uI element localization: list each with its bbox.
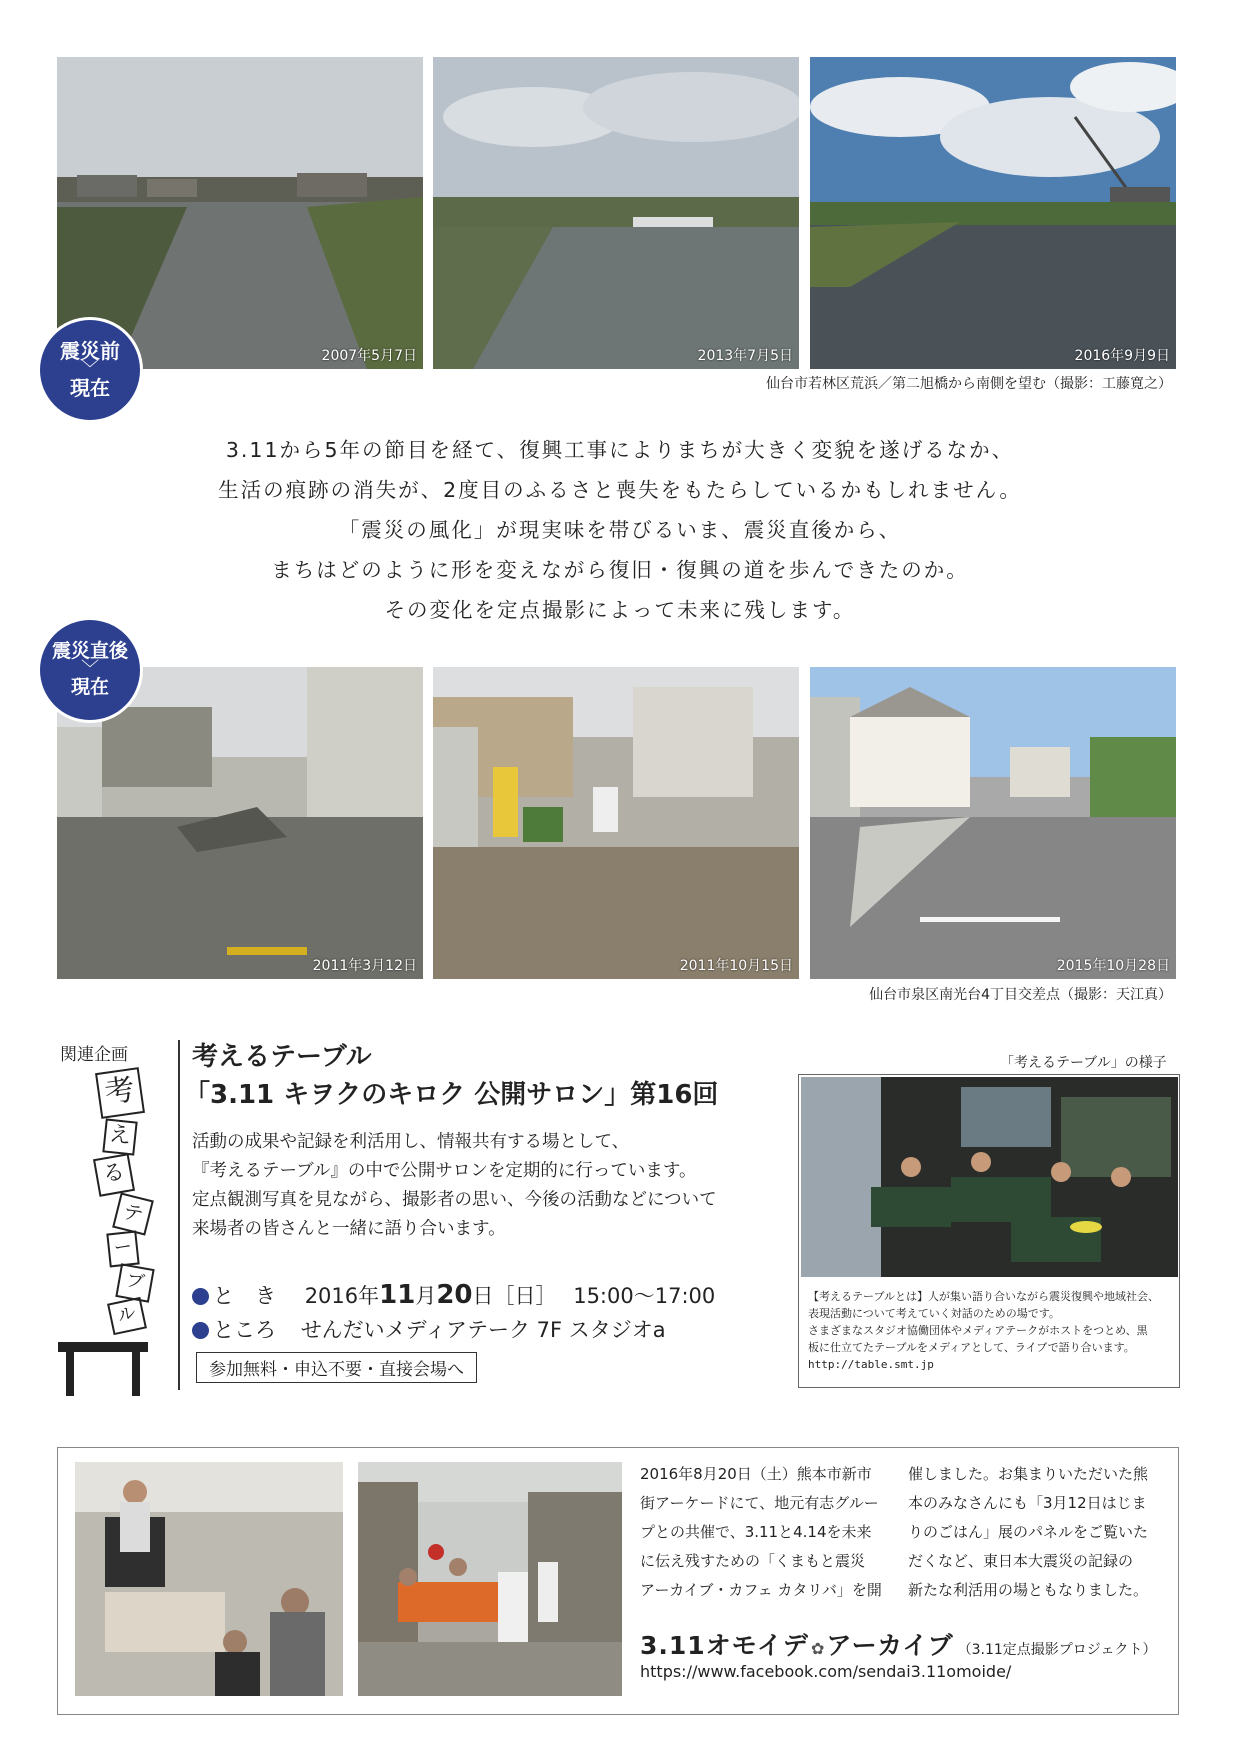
street-photo-2015 [810, 667, 1176, 979]
free-admission-box: 参加無料・申込不要・直接会場へ [196, 1352, 477, 1383]
photo-date: 2011年10月15日 [679, 958, 793, 974]
photo-date: 2013年7月5日 [697, 348, 793, 364]
when-year: 2016年 [304, 1284, 380, 1308]
kumamoto-line: に伝え残すための「くまもと震災 [640, 1552, 866, 1570]
chevron-down-icon: ﹀ [81, 658, 99, 680]
table-photo-caption: 「考えるテーブル」の様子 [1000, 1055, 1167, 1071]
photo-date: 2007年5月7日 [321, 348, 417, 364]
logo-table-leg [132, 1352, 140, 1396]
when-label: と き [213, 1284, 276, 1308]
event-title: 考えるテーブル [192, 1042, 372, 1072]
kumamoto-line: 新たな利活用の場ともなりました。 [908, 1581, 1149, 1599]
river-photo-2013 [433, 57, 799, 369]
info-line: さまざまなスタジオ協働団体やメディアテークがホストをつとめ、黒 [808, 1324, 1148, 1337]
intro-line: まちはどのように形を変えながら復旧・復興の道を歩んできたのか。 [271, 558, 969, 582]
table-info-text [808, 1288, 1159, 1373]
river-photo-2007 [57, 57, 423, 369]
bullet-icon [192, 1322, 209, 1339]
when-day: 20 [436, 1280, 473, 1310]
badge-line2: 現在 [70, 376, 110, 401]
kumamoto-photo-1 [75, 1462, 343, 1696]
brand-left: 3.11オモイデ [640, 1631, 809, 1660]
intro-line: 「震災の風化」が現実味を帯びるいま、震災直後から、 [338, 518, 902, 542]
intro-line: 生活の痕跡の消失が、2度目のふるさと喪失をもたらしているかもしれません。 [218, 478, 1022, 502]
logo-table-top [58, 1342, 148, 1352]
info-url: http://table.smt.jp [808, 1358, 934, 1371]
badge-line1: 震災前 [60, 338, 120, 363]
badge-after-now [40, 620, 140, 720]
related-label: 関連企画 [60, 1045, 128, 1065]
brand-right: アーカイブ [826, 1631, 954, 1660]
logo-char: る [93, 1153, 135, 1197]
kumamoto-text-col1 [640, 1460, 882, 1605]
event-description [192, 1128, 717, 1244]
where-value: せんだいメディアテーク 7F スタジオa [300, 1318, 666, 1342]
kumamoto-line: りのごはん」展のパネルをご覧いた [908, 1523, 1149, 1541]
where-label: ところ [213, 1318, 276, 1342]
street-photo-2011-10 [433, 667, 799, 979]
intro-text [120, 430, 1120, 630]
top-photo-caption: 仙台市若林区荒浜／第二旭橋から南側を望む（撮影：工藤寛之） [766, 376, 1172, 392]
chevron-down-icon: ﹀ [81, 358, 99, 380]
logo-char: ル [107, 1297, 147, 1335]
kumamoto-line: 2016年8月20日（土）熊本市新市 [640, 1465, 872, 1483]
table-session-photo [801, 1077, 1178, 1277]
kumamoto-text-col2 [908, 1460, 1148, 1605]
photo-date: 2016年9月9日 [1074, 348, 1170, 364]
bullet-icon [192, 1288, 209, 1305]
info-line: 【考えるテーブルとは】人が集い語り合いながら震災復興や地域社会、 [808, 1290, 1160, 1303]
description-line: 活動の成果や記録を利活用し、情報共有する場として、 [192, 1132, 630, 1152]
description-line: 『考えるテーブル』の中で公開サロンを定期的に行っています。 [192, 1161, 697, 1181]
brand-sub: （3.11定点撮影プロジェクト） [957, 1642, 1157, 1658]
when-month: 11 [379, 1280, 416, 1310]
description-line: 来場者の皆さんと一緒に語り合います。 [192, 1219, 506, 1239]
bottom-photo-caption: 仙台市泉区南光台4丁目交差点（撮影：天江真） [869, 987, 1172, 1003]
logo-char: テ [112, 1192, 154, 1235]
info-line: 表現活動について考えていく対話のための場です。 [808, 1307, 1060, 1320]
event-when [192, 1280, 715, 1310]
badge-before-now [40, 320, 140, 420]
kumamoto-line: プとの共催で、3.11と4.14を未来 [640, 1523, 872, 1541]
logo-char: ブ [115, 1263, 154, 1302]
kumamoto-line: 街アーケードにて、地元有志グルー [640, 1494, 879, 1512]
intro-line: 3.11から5年の節目を経て、復興工事によりまちが大きく変貌を遂げるなか、 [225, 438, 1015, 462]
when-time: 15:00〜17:00 [573, 1284, 716, 1308]
info-line: 板に仕立てたテーブルをメディアとして、ライブで語り合います。 [808, 1341, 1135, 1354]
kumamoto-photo-2 [358, 1462, 622, 1696]
when-month-unit: 月 [415, 1284, 437, 1308]
logo-char: ー [106, 1231, 139, 1268]
when-day-unit: 日 [472, 1284, 494, 1308]
section-divider [178, 1040, 180, 1390]
logo-table-leg [66, 1352, 74, 1396]
river-photo-2016 [810, 57, 1176, 369]
kumamoto-line: 本のみなさんにも「3月12日はじま [908, 1494, 1147, 1512]
when-weekday: ［日］ [493, 1284, 557, 1308]
table-logo [58, 1070, 168, 1390]
photo-date: 2015年10月28日 [1056, 958, 1170, 974]
kumamoto-line: アーカイブ・カフェ カタリバ」を開 [640, 1581, 882, 1599]
intro-line: その変化を定点撮影によって未来に残します。 [384, 598, 856, 622]
brand-logo [640, 1626, 1157, 1662]
facebook-link[interactable]: https://www.facebook.com/sendai3.11omoide/ [640, 1662, 1012, 1681]
kumamoto-line: だくなど、東日本大震災の記録の [908, 1552, 1134, 1570]
flower-icon: ✿ [810, 1639, 825, 1658]
photo-date: 2011年3月12日 [312, 958, 417, 974]
event-subtitle: 「3.11 キヲクのキロク 公開サロン」第16回 [184, 1080, 719, 1110]
badge-line1: 震災直後 [51, 639, 128, 662]
logo-char: え [102, 1118, 137, 1155]
badge-line2: 現在 [70, 676, 109, 699]
logo-char: 考 [95, 1067, 145, 1119]
kumamoto-line: 催しました。お集まりいただいた熊 [908, 1465, 1149, 1483]
description-line: 定点観測写真を見ながら、撮影者の思い、今後の活動などについて [192, 1190, 717, 1210]
event-where [192, 1314, 666, 1344]
